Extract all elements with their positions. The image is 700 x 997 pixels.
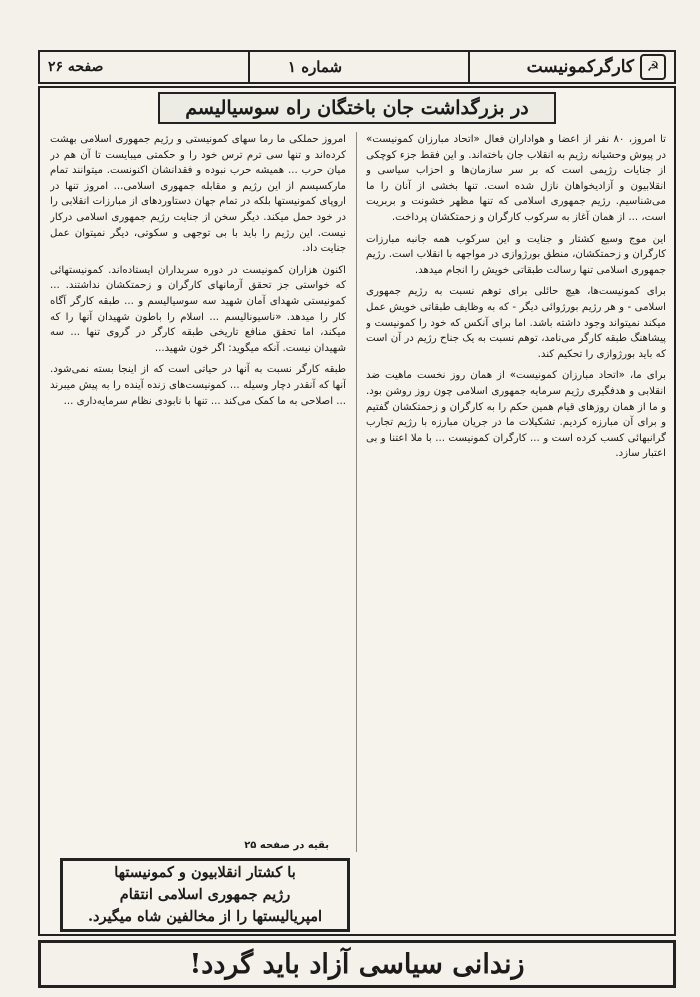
footer-slogan-banner: زندانی سیاسی آزاد باید گردد! <box>38 940 676 988</box>
article-frame <box>38 86 676 936</box>
masthead-bar <box>38 50 676 84</box>
masthead-title: کارگرکمونیست <box>526 57 634 77</box>
paragraph: طبقه کارگر نسبت به آنها در حیاتی است که از اینجا بسته نمی‌شود. آنها که آنقدر دچار وسیله ... کمونیست‌های زنده آینده را به پیش میبرند ... اصلاحی به ما کمک می‌کند ... تنها با نابودی نظام سرمایه‌داری ... <box>50 364 346 407</box>
column-divider <box>356 132 357 852</box>
page-number: صفحه ۲۶ <box>48 59 104 75</box>
masthead <box>527 54 666 80</box>
header-divider <box>248 52 250 82</box>
header-divider <box>468 52 470 82</box>
boxed-slogan <box>60 858 350 932</box>
slogan-line: رژیم جمهوری اسلامی انتقام <box>119 886 291 903</box>
article-headline: در بزرگداشت جان باختگان راه سوسیالیسم <box>158 92 556 124</box>
paragraph: برای ما، «اتحاد مبارزان کمونیست» از همان روز نخست ماهیت ضد انقلابی و هدفگیری رژیم سرمایه جمهوری اسلامی چون روز روشن بود. و ما از همان روزهای قیام همین حکم را به کارگران و زحمتکشان گفتیم و برای آن مبارزه کردیم. تشکیلات ما در جریان مبارزه با رژیم تجارب گرانبهائی کسب کرده است و ... کارگران کمونیست ... با ملا اعتنا و بی اعتبار سازد. <box>366 370 666 460</box>
paragraph: امروز حملکی ما رما سهای کمونیستی و رژیم جمهوری اسلامی بهشت کرده‌اند و تنها سی ترم ترس خود را و حکمتی میبایست تا آن هم در میان حرب ... همیشه حرب نبوده و فقدانشان اکنونست. میتوانند تمام مارکسیسم از این رژیم و مقابله جمهوری اسلامی... امروز تنها در اروپای کمونیستها بلکه در تمام جهان دستاوردهای از مبارزات انقلابی را در خود حمل میکند. دیگر سخن از جنایت رژیم جمهوری اسلامی درکار نیست. این رژیم را باید با بی توجهی و سکوتی، دیگر نمیتوان عمل جنایت داد. <box>50 134 346 255</box>
hammer-sickle-icon: ☭ <box>640 54 666 80</box>
slogan-line: امپریالیستها را از مخالفین شاه میگیرد. <box>87 908 323 925</box>
newspaper-page <box>38 50 678 990</box>
issue-number: شماره ۱ <box>287 58 343 76</box>
paragraph: اکنون هزاران کمونیست در دوره سربداران ایستاده‌اند. کمونیستهائی که خواستی جز تحقق آرمانهای کارگران و زحمتکشان نداشتند. ... کمونیستی شهدای آمان شهید سه سوسیالیسم و ... طبقه کارگر آگاه کار را میدهد. «ناسیونالیسم ... اسلام را باطون شهیدان آنها را که میکند، اما تحقق منافع تاریخی طبقه کارگر در گروی تنها ... سه شهیدان نیست. آنکه میگوید: اگر خون شهید... <box>50 264 346 354</box>
paragraph: این موج وسیع کشتار و جنایت و این سرکوب همه جانبه مبارزات کارگران و زحمتکشان، منطق بورژوازی در مواجهه با انقلاب است. رژیم جمهوری اسلامی تنها رسالت طبقاتی خویش را انجام میدهد. <box>366 233 666 276</box>
paragraph: تا امروز، ۸۰ نفر از اعضا و هواداران فعال «اتحاد مبارزان کمونیست» در پیوش وحشیانه رژیم به انقلاب جان باخته‌اند. و این فقط جزء کوچکی از جنایات رژیمی است که بر سر سازمان‌ها و احزاب سیاسی و انقلابیون و آزادیخواهان نازل شده است. تنها بخشی از آنان را ما می‌شناسیم. رژیم جمهوری اسلامی که تنها مظهر خشونت و بربریت است، ... از همان آغاز به سرکوب کارگران و زحمتکشان پرداخت. <box>366 134 666 223</box>
slogan-line: با کشتار انقلابیون و کمونیستها <box>114 864 296 881</box>
continued-note: بقیه در صفحه ۲۵ <box>244 840 329 851</box>
article-column-left <box>50 132 346 692</box>
paragraph: برای کمونیست‌ها، هیچ حائلی برای توهم نسبت به رژیم جمهوری اسلامی - و هر رژیم بورژوائی دیگر - که به وظایف طبقاتی خویش عمل میکند نمیتواند وجود داشته باشد. اما برای آنکس که خود را کمونیست و پیشاهنگ طبقه کارگر می‌نامد، توهم نسبت به یک جناح رژیم در آن است که باید بورژوازی را تحکیم کند. <box>366 286 666 360</box>
article-column-right <box>366 132 666 922</box>
